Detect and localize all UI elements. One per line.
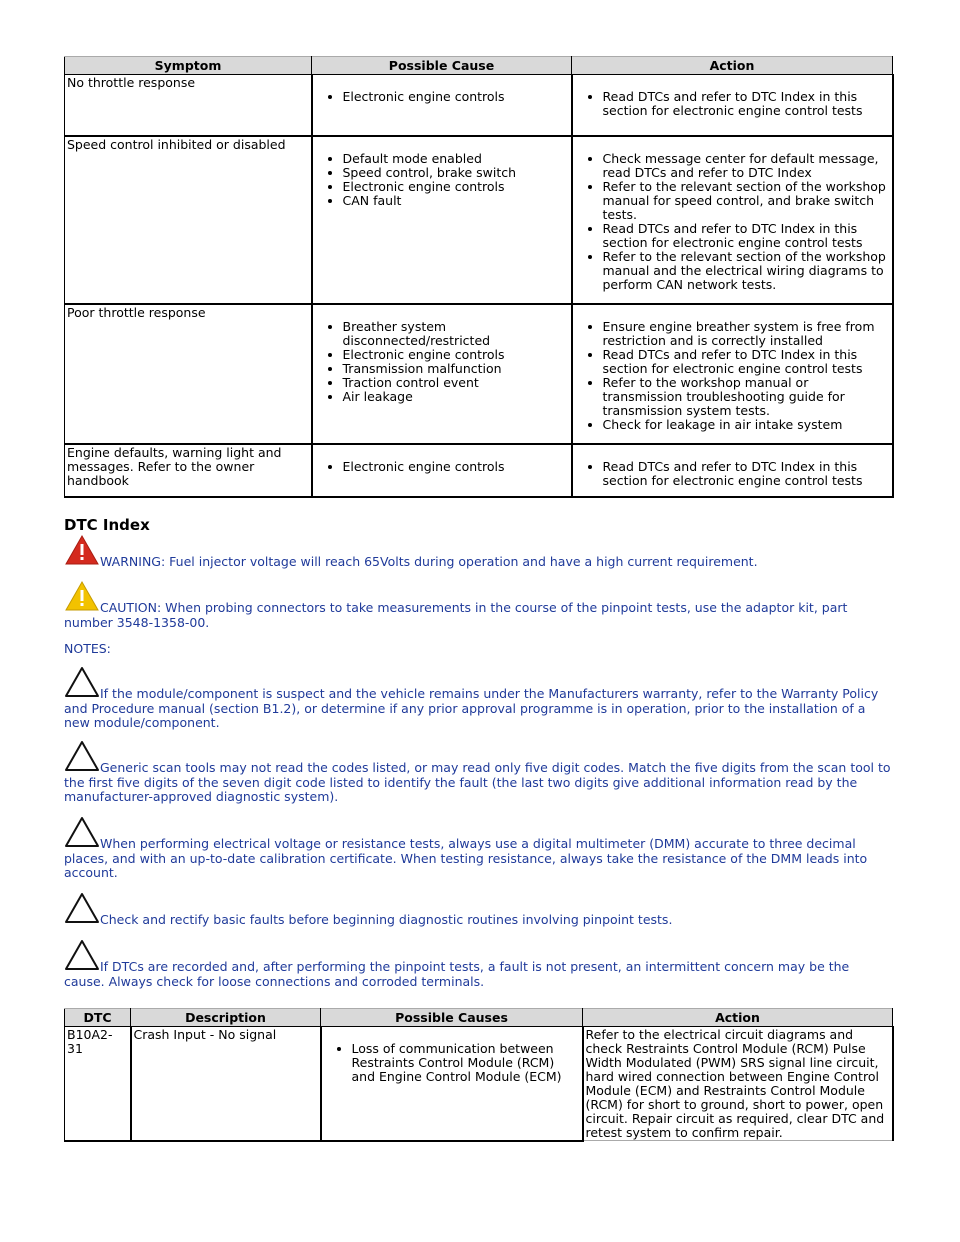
page: [64, 56, 892, 498]
cause-list: [315, 460, 569, 474]
dtc-table-header: [65, 1009, 893, 1027]
col-header-action: Action: [572, 57, 893, 75]
col-header-dtc: DTC: [65, 1009, 131, 1027]
action-list: [575, 90, 890, 118]
list-item: • Refer to the relevant section of the workshop manual for speed control, and brake switch tests.: [603, 180, 890, 222]
cause-list: [324, 1042, 580, 1084]
list-item: • Speed control, brake switch: [343, 166, 569, 180]
table-row: [65, 444, 893, 497]
list-item: • Electronic engine controls: [343, 460, 569, 474]
notes-label: NOTES:: [64, 641, 111, 656]
cause-list: [315, 90, 569, 104]
dtc-action-cell: Refer to the electrical circuit diagrams and check Restraints Control Module (RCM) Pulse Width Modulated (PWM) SRS signal line circuit, hard wired connection between Engine Control Module (ECM) and Restraints Control Module (RCM) for short to ground, short to power, open circuit. Repair circuit as required, clear DTC and retest system to confirm repair.: [583, 1027, 893, 1141]
list-item: • Check for leakage in air intake system: [603, 418, 890, 432]
note-triangle-icon: [64, 740, 100, 776]
list-item: • Refer to the workshop manual or transmission troubleshooting guide for transmission system tests.: [603, 376, 890, 418]
list-item: • CAN fault: [343, 194, 569, 208]
symptom-cell: Speed control inhibited or disabled: [65, 136, 312, 304]
list-item: • Electronic engine controls: [343, 90, 569, 104]
note-text: If DTCs are recorded and, after performing the pinpoint tests, a fault is not present, an intermittent concern may be the cause. Always check for loose connections and corroded terminals.: [64, 959, 850, 989]
list-item: • Loss of communication between Restraints Control Module (RCM) and Engine Control Module (ECM): [352, 1042, 580, 1084]
note-item: [64, 892, 892, 928]
list-item: • Read DTCs and refer to DTC Index in this section for electronic engine control tests: [603, 460, 890, 488]
note-text: If the module/component is suspect and the vehicle remains under the Manufacturers warranty, refer to the Warranty Policy and Procedure manual (section B1.2), or determine if any prior approval programme is in operation, prior to the installation of a new module/component.: [64, 686, 879, 730]
warning-triangle-icon: [64, 534, 100, 570]
warning-note: [64, 534, 892, 570]
col-header-symptom: Symptom: [65, 57, 312, 75]
table-row: [65, 1027, 893, 1141]
list-item: • Air leakage: [343, 390, 569, 404]
symptom-table-header: [65, 57, 893, 75]
note-item: [64, 740, 892, 805]
symptom-cell: Engine defaults, warning light and messages. Refer to the owner handbook: [65, 444, 312, 497]
dtc-table: [64, 1008, 894, 1142]
symptom-cell: Poor throttle response: [65, 304, 312, 444]
list-item: • Read DTCs and refer to DTC Index in this section for electronic engine control tests: [603, 90, 890, 118]
cause-list: [315, 152, 569, 208]
note-text: Generic scan tools may not read the codes listed, or may read only five digit codes. Match the five digits from the scan tool to the first five digits of the seven digit code listed to identify the fault (the last two digits give additional information read by the manufacturer-approved diagnostic system).: [64, 760, 891, 804]
action-list: [575, 320, 890, 432]
list-item: • Read DTCs and refer to DTC Index in this section for electronic engine control tests: [603, 348, 890, 376]
col-header-action: Action: [583, 1009, 893, 1027]
dtc-code-cell: B10A2-31: [65, 1027, 131, 1141]
note-text: When performing electrical voltage or resistance tests, always use a digital multimeter (DMM) accurate to three decimal places, and with an up-to-date calibration certificate. When testing resistance, always take the resistance of the DMM leads into account.: [64, 836, 868, 880]
note-text: Check and rectify basic faults before beginning diagnostic routines involving pinpoint tests.: [100, 912, 673, 927]
symptom-table: [64, 56, 894, 498]
list-item: • Ensure engine breather system is free from restriction and is correctly installed: [603, 320, 890, 348]
list-item: • Traction control event: [343, 376, 569, 390]
action-list: [575, 152, 890, 292]
note-triangle-icon: [64, 666, 100, 702]
col-header-description: Description: [131, 1009, 321, 1027]
note-triangle-icon: [64, 816, 100, 852]
table-row: [65, 75, 893, 136]
action-list: [575, 460, 890, 488]
caution-text: CAUTION: When probing connectors to take measurements in the course of the pinpoint tests, use the adaptor kit, part number 3548-1358-00.: [64, 600, 848, 630]
note-triangle-icon: [64, 939, 100, 975]
list-item: • Refer to the relevant section of the workshop manual and the electrical wiring diagrams to perform CAN network tests.: [603, 250, 890, 292]
dtc-description-cell: Crash Input - No signal: [131, 1027, 321, 1141]
dtc-index-section: [64, 498, 892, 538]
note-item: [64, 816, 892, 881]
list-item: • Read DTCs and refer to DTC Index in this section for electronic engine control tests: [603, 222, 890, 250]
cause-list: [315, 320, 569, 404]
list-item: • Breather system disconnected/restricted: [343, 320, 569, 348]
caution-note: [64, 580, 892, 630]
note-triangle-icon: [64, 892, 100, 928]
caution-triangle-icon: [64, 580, 100, 616]
col-header-possible-cause: Possible Cause: [312, 57, 572, 75]
list-item: • Electronic engine controls: [343, 348, 569, 362]
symptom-cell: No throttle response: [65, 75, 312, 136]
list-item: • Transmission malfunction: [343, 362, 569, 376]
section-title: DTC Index: [64, 516, 150, 534]
list-item: • Check message center for default message, read DTCs and refer to DTC Index: [603, 152, 890, 180]
list-item: • Electronic engine controls: [343, 180, 569, 194]
table-row: [65, 136, 893, 304]
note-item: [64, 939, 892, 989]
note-item: [64, 666, 892, 731]
warning-text: WARNING: Fuel injector voltage will reach 65Volts during operation and have a high current requirement.: [100, 554, 758, 569]
col-header-possible-causes: Possible Causes: [321, 1009, 583, 1027]
list-item: • Default mode enabled: [343, 152, 569, 166]
table-row: [65, 304, 893, 444]
